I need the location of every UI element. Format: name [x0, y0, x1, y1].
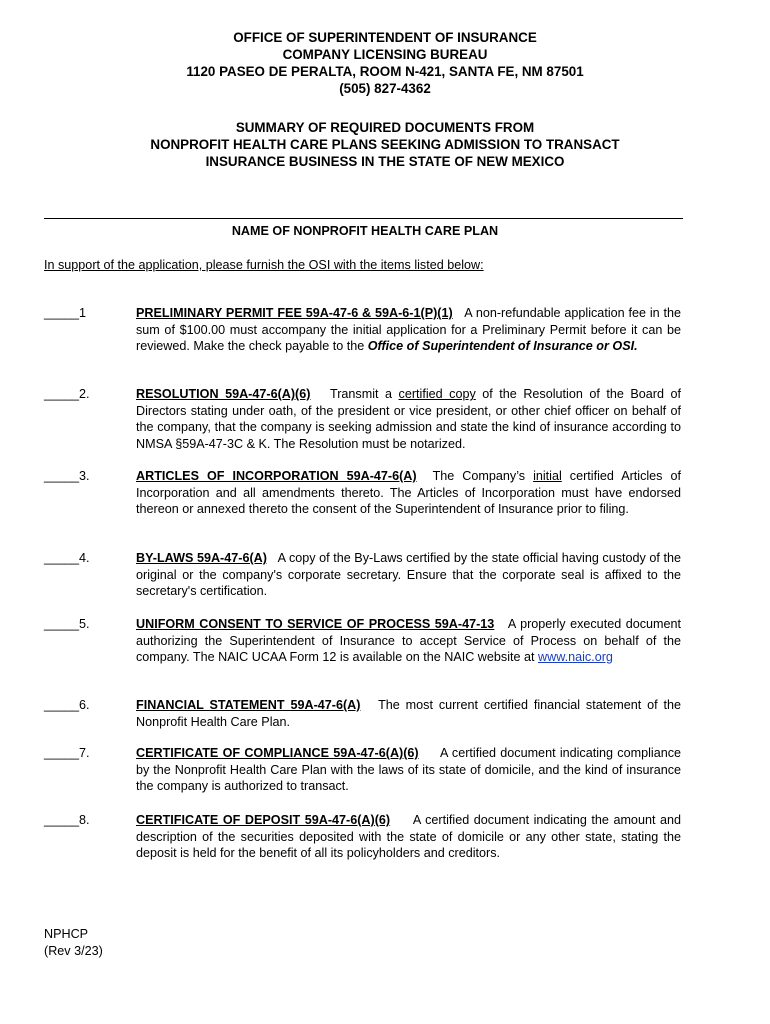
- header-line-office: OFFICE OF SUPERINTENDENT OF INSURANCE: [233, 30, 537, 45]
- checkoff-blank[interactable]: _____4.: [44, 551, 90, 565]
- item-title: FINANCIAL STATEMENT 59A-47-6(A): [136, 698, 361, 712]
- office-header: [0, 29, 770, 97]
- naic-website-link[interactable]: www.naic.org: [538, 650, 613, 664]
- item-text: A non-refundable application fee in the sum of $100.00 must accompany the initial application for a Preliminary Permit before it can be reviewed. Make the check payable to the: [136, 306, 681, 353]
- item-text: A copy of the By-Laws certified by the state official having custody of the original or the company's corporate secretary. Ensure that the corporate seal is affixed to the secretary's certification.: [136, 551, 681, 598]
- header-line-phone: (505) 827-4362: [339, 81, 431, 96]
- item-underlined-text: certified copy: [398, 387, 476, 401]
- header-line-address: 1120 PASEO DE PERALTA, ROOM N-421, SANTA FE, NM 87501: [186, 64, 584, 79]
- header-line-bureau: COMPANY LICENSING BUREAU: [282, 47, 488, 62]
- item-text: A certified document indicating compliance by the Nonprofit Health Care Plan with the laws of its state of domicile, and the kind of insurance the company is authorized to transact.: [136, 746, 681, 793]
- item-body: [136, 745, 681, 795]
- item-body: [136, 468, 681, 518]
- item-title: CERTIFICATE OF COMPLIANCE 59A-47-6(A)(6): [136, 746, 419, 760]
- item-text-continued: of the Resolution of the Board of Directors stating under oath, of the president or vice president, or other chief officer on behalf of the company, that the company is seeking admission and state the kind of insurance according to NMSA §59A-47-3C & K. The Resolution must be notarized.: [136, 387, 681, 451]
- summary-line-1: SUMMARY OF REQUIRED DOCUMENTS FROM: [235, 120, 535, 135]
- summary-line-3: INSURANCE BUSINESS IN THE STATE OF NEW MEXICO: [205, 154, 565, 169]
- form-revision: (Rev 3/23): [44, 944, 103, 958]
- checkoff-blank[interactable]: _____3.: [44, 469, 90, 483]
- checkoff-blank[interactable]: _____2.: [44, 387, 90, 401]
- item-text: The most current certified financial statement of the Nonprofit Health Care Plan.: [136, 698, 681, 729]
- item-title: RESOLUTION 59A-47-6(A)(6): [136, 387, 311, 401]
- plan-name-line[interactable]: [44, 218, 683, 219]
- item-underlined-text: initial: [533, 469, 562, 483]
- item-text: A certified document indicating the amount and description of the securities deposited with the state of domicile or any other state, stating the deposit is held for the benefit of all its policyholders and creditors.: [136, 813, 682, 860]
- item-title: CERTIFICATE OF DEPOSIT 59A-47-6(A)(6): [136, 813, 391, 827]
- intro-text: In support of the application, please furnish the OSI with the items listed below:: [44, 258, 484, 272]
- form-id: NPHCP: [44, 927, 89, 941]
- item-body: [136, 305, 681, 355]
- item-body: [136, 812, 681, 862]
- summary-line-2: NONPROFIT HEALTH CARE PLANS SEEKING ADMISSION TO TRANSACT: [150, 137, 620, 152]
- item-title: BY-LAWS 59A-47-6(A): [136, 551, 267, 565]
- summary-title: [0, 119, 770, 170]
- form-footer: [44, 926, 103, 960]
- checkoff-blank[interactable]: _____8.: [44, 813, 90, 827]
- checkoff-blank[interactable]: _____7.: [44, 746, 90, 760]
- item-body: [136, 550, 681, 600]
- payee-emphasis: Office of Superintendent of Insurance or OSI.: [367, 339, 638, 353]
- item-title: ARTICLES OF INCORPORATION 59A-47-6(A): [136, 469, 417, 483]
- item-body: [136, 386, 681, 452]
- checkoff-blank[interactable]: _____6.: [44, 698, 90, 712]
- item-title: UNIFORM CONSENT TO SERVICE OF PROCESS 59A-47-13: [136, 617, 495, 631]
- checkoff-blank[interactable]: _____5.: [44, 617, 90, 631]
- item-body: [136, 616, 681, 666]
- item-text-continued: certified Articles of Incorporation and all amendments thereto. The Articles of Incorporation must have endorsed thereon or annexed thereto the consent of the Superintendent of Insurance prior to filing.: [136, 469, 681, 516]
- item-text: Transmit a: [330, 387, 399, 401]
- item-text: A properly executed document authorizing the Superintendent of Insurance to accept Service of Process on behalf of the company. The NAIC UCAA Form 12 is available on the NAIC website at: [136, 617, 682, 664]
- item-text: The Company’s: [432, 469, 534, 483]
- item-body: [136, 697, 681, 730]
- checkoff-blank[interactable]: _____1: [44, 306, 87, 320]
- item-title: PRELIMINARY PERMIT FEE 59A-47-6 & 59A-6-1(P)(1): [136, 306, 453, 320]
- plan-name-label: NAME OF NONPROFIT HEALTH CARE PLAN: [231, 224, 499, 238]
